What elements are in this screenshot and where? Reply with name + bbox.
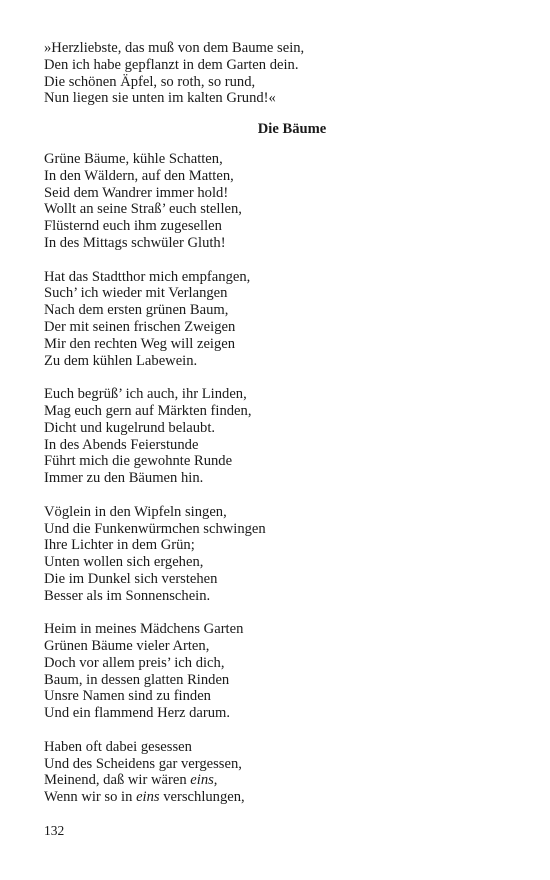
poem-page: [44, 40, 496, 823]
verse-line: Den ich habe gepflanzt in dem Garten dein.: [44, 56, 299, 73]
verse-line: Ihre Lichter in dem Grün;: [44, 537, 195, 554]
verse-line: »Herzliebste, das muß von dem Baume sein,: [44, 40, 305, 56]
verse-line: Euch begrüß’ ich auch, ihr Linden,: [44, 386, 247, 403]
verse-line: Heim in meines Mädchens Garten: [44, 621, 244, 638]
verse-line: Zu dem kühlen Labewein.: [44, 352, 198, 369]
verse-line: Grünen Bäume vieler Arten,: [44, 638, 210, 655]
intro-stanza: [44, 40, 496, 107]
verse-text: verschlungen,: [159, 789, 245, 806]
verse-line: Dicht und kugelrund belaubt.: [44, 419, 216, 436]
verse-line: Doch vor allem preis’ ich dich,: [44, 654, 225, 671]
verse-line: [44, 789, 496, 806]
verse-line: Führt mich die gewohnte Runde: [44, 453, 233, 470]
verse-line: Hat das Stadtthor mich empfangen,: [44, 268, 251, 285]
verse-line: Und die Funkenwürmchen schwingen: [44, 520, 266, 537]
stanza-5: [44, 621, 496, 722]
verse-line: Und des Scheidens gar vergessen,: [44, 755, 242, 772]
verse-line: Besser als im Sonnenschein.: [44, 587, 211, 604]
verse-line: Baum, in dessen glatten Rinden: [44, 671, 230, 688]
stanza-2: [44, 269, 496, 370]
verse-line: Die schönen Äpfel, so roth, so rund,: [44, 73, 256, 90]
verse-line: [44, 772, 496, 789]
verse-line: Flüsternd euch ihm zugesellen: [44, 218, 222, 235]
verse-line: Die im Dunkel sich verstehen: [44, 570, 218, 587]
stanza-4: [44, 504, 496, 605]
stanza-3: [44, 386, 496, 487]
verse-line: In des Abends Feierstunde: [44, 436, 199, 453]
verse-line: Unten wollen sich ergehen,: [44, 554, 204, 571]
verse-line: Wollt an seine Straß’ euch stellen,: [44, 201, 242, 218]
verse-line: Grüne Bäume, kühle Schatten,: [44, 150, 223, 167]
verse-line: Mag euch gern auf Märkten finden,: [44, 402, 252, 419]
verse-line: Und ein flammend Herz darum.: [44, 705, 231, 722]
verse-line: Nun liegen sie unten im kalten Grund!«: [44, 90, 276, 107]
verse-line: Immer zu den Bäumen hin.: [44, 470, 204, 487]
verse-line: Mir den rechten Weg will zeigen: [44, 335, 236, 352]
emphasized-word: eins,: [190, 772, 218, 789]
verse-line: Nach dem ersten grünen Baum,: [44, 302, 229, 319]
verse-text: Wenn wir so in: [44, 789, 137, 806]
verse-line: Vöglein in den Wipfeln singen,: [44, 503, 227, 520]
stanza-6: [44, 739, 496, 806]
verse-line: Der mit seinen frischen Zweigen: [44, 318, 236, 335]
page-number: 132: [44, 823, 65, 838]
stanza-1: [44, 151, 496, 252]
verse-line: In den Wäldern, auf den Matten,: [44, 167, 234, 184]
verse-line: Haben oft dabei gesessen: [44, 738, 192, 755]
verse-text: Meinend, daß wir wären: [44, 772, 191, 789]
verse-line: In des Mittags schwüler Gluth!: [44, 234, 226, 251]
poem-title: Die Bäume: [257, 121, 327, 138]
verse-line: Unsre Namen sind zu finden: [44, 688, 211, 705]
emphasized-word: eins: [136, 789, 160, 806]
verse-line: Such’ ich wieder mit Verlangen: [44, 285, 228, 302]
verse-line: Seid dem Wandrer immer hold!: [44, 184, 229, 201]
